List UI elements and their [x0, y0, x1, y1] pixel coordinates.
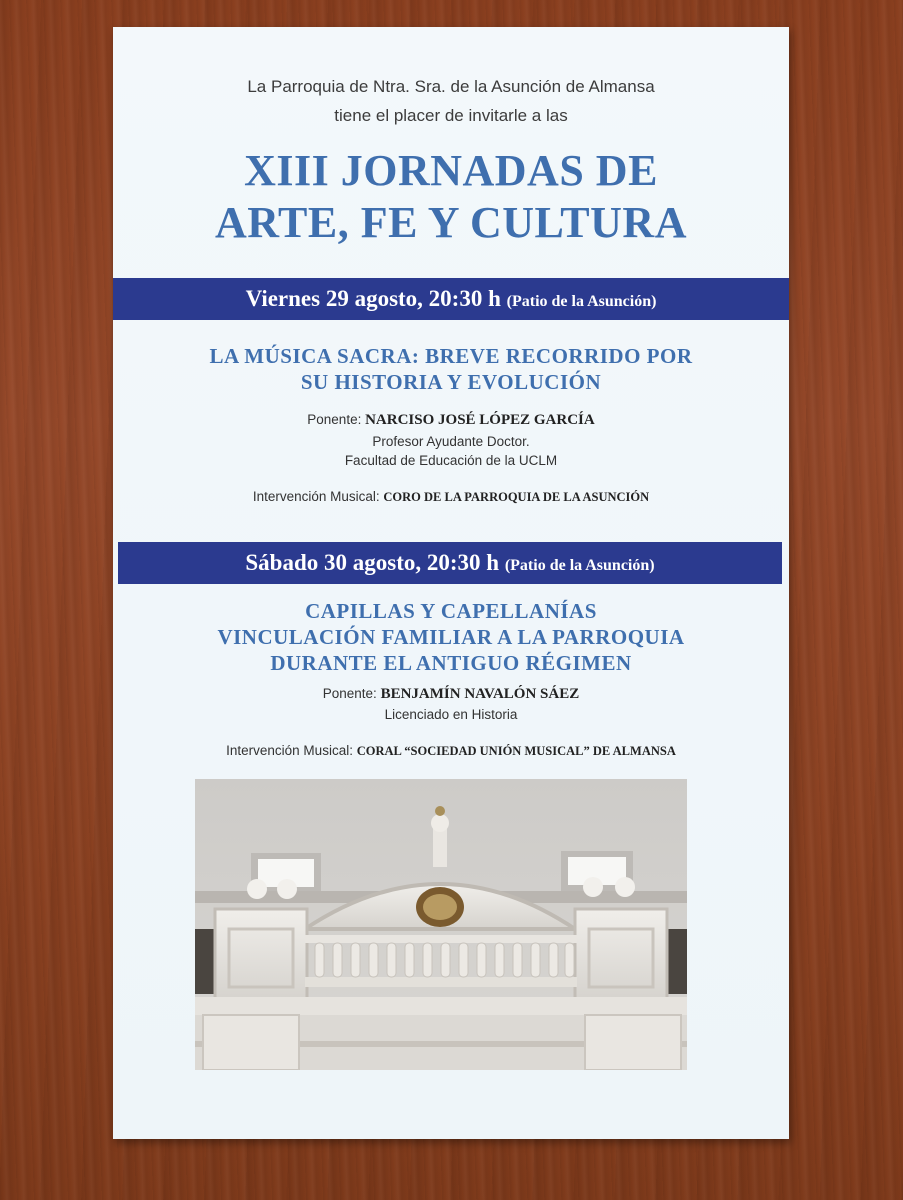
session-2-date-band: [118, 542, 782, 584]
session-1-music-name: CORO DE LA PARROQUIA DE LA ASUNCIÓN: [383, 490, 650, 504]
session-2-music-label: Intervención Musical:: [226, 743, 353, 758]
session-1-location: (Patio de la Asunción): [506, 293, 657, 310]
session-2-speaker-name: BENJAMÍN NAVALÓN SÁEZ: [380, 686, 580, 702]
event-title-line-1: XIII JORNADAS DE: [244, 146, 658, 195]
session-1-talk-title-line-1: LA MÚSICA SACRA: BREVE RECORRIDO POR: [209, 344, 693, 368]
invitation-line-2: tiene el placer de invitarle a las: [334, 106, 568, 125]
session-1-speaker-label: Ponente:: [307, 412, 362, 427]
session-2-day: Sábado 30 agosto, 20:30 h: [245, 550, 500, 575]
session-2-talk-title-line-1: CAPILLAS Y CAPELLANÍAS: [305, 599, 597, 623]
session-1-speaker-detail-1: Profesor Ayudante Doctor.: [372, 434, 530, 449]
session-1-speaker-detail-2: Facultad de Educación de la UCLM: [344, 453, 558, 468]
session-1-music-label: Intervención Musical:: [252, 489, 380, 504]
church-balcony-photo: [195, 779, 687, 1070]
session-1-music: [113, 489, 789, 505]
session-1-day: Viernes 29 agosto, 20:30 h: [245, 286, 501, 311]
session-2-speaker: [113, 686, 789, 703]
session-2-music-name: CORAL “SOCIEDAD UNIÓN MUSICAL” DE ALMANSA: [356, 744, 676, 758]
session-1-speaker-name: NARCISO JOSÉ LÓPEZ GARCÍA: [365, 412, 595, 428]
session-1-talk-title-line-2: SU HISTORIA Y EVOLUCIÓN: [300, 370, 602, 394]
session-1-date-band: [113, 278, 789, 320]
session-2-music: [113, 743, 789, 759]
session-2-speaker-detail-1: Licenciado en Historia: [384, 707, 518, 722]
session-2-talk-title-line-3: DURANTE EL ANTIGUO RÉGIMEN: [270, 651, 632, 675]
session-2-speaker-label: Ponente:: [322, 686, 377, 701]
invitation-card: [113, 27, 789, 1139]
session-1-speaker: [113, 412, 789, 429]
session-2-location: (Patio de la Asunción): [504, 557, 655, 574]
invitation-line-1: La Parroquia de Ntra. Sra. de la Asunción de Almansa: [247, 77, 655, 96]
session-2-talk-title-line-2: VINCULACIÓN FAMILIAR A LA PARROQUIA: [217, 625, 685, 649]
event-title-line-2: ARTE, FE Y CULTURA: [215, 198, 687, 247]
